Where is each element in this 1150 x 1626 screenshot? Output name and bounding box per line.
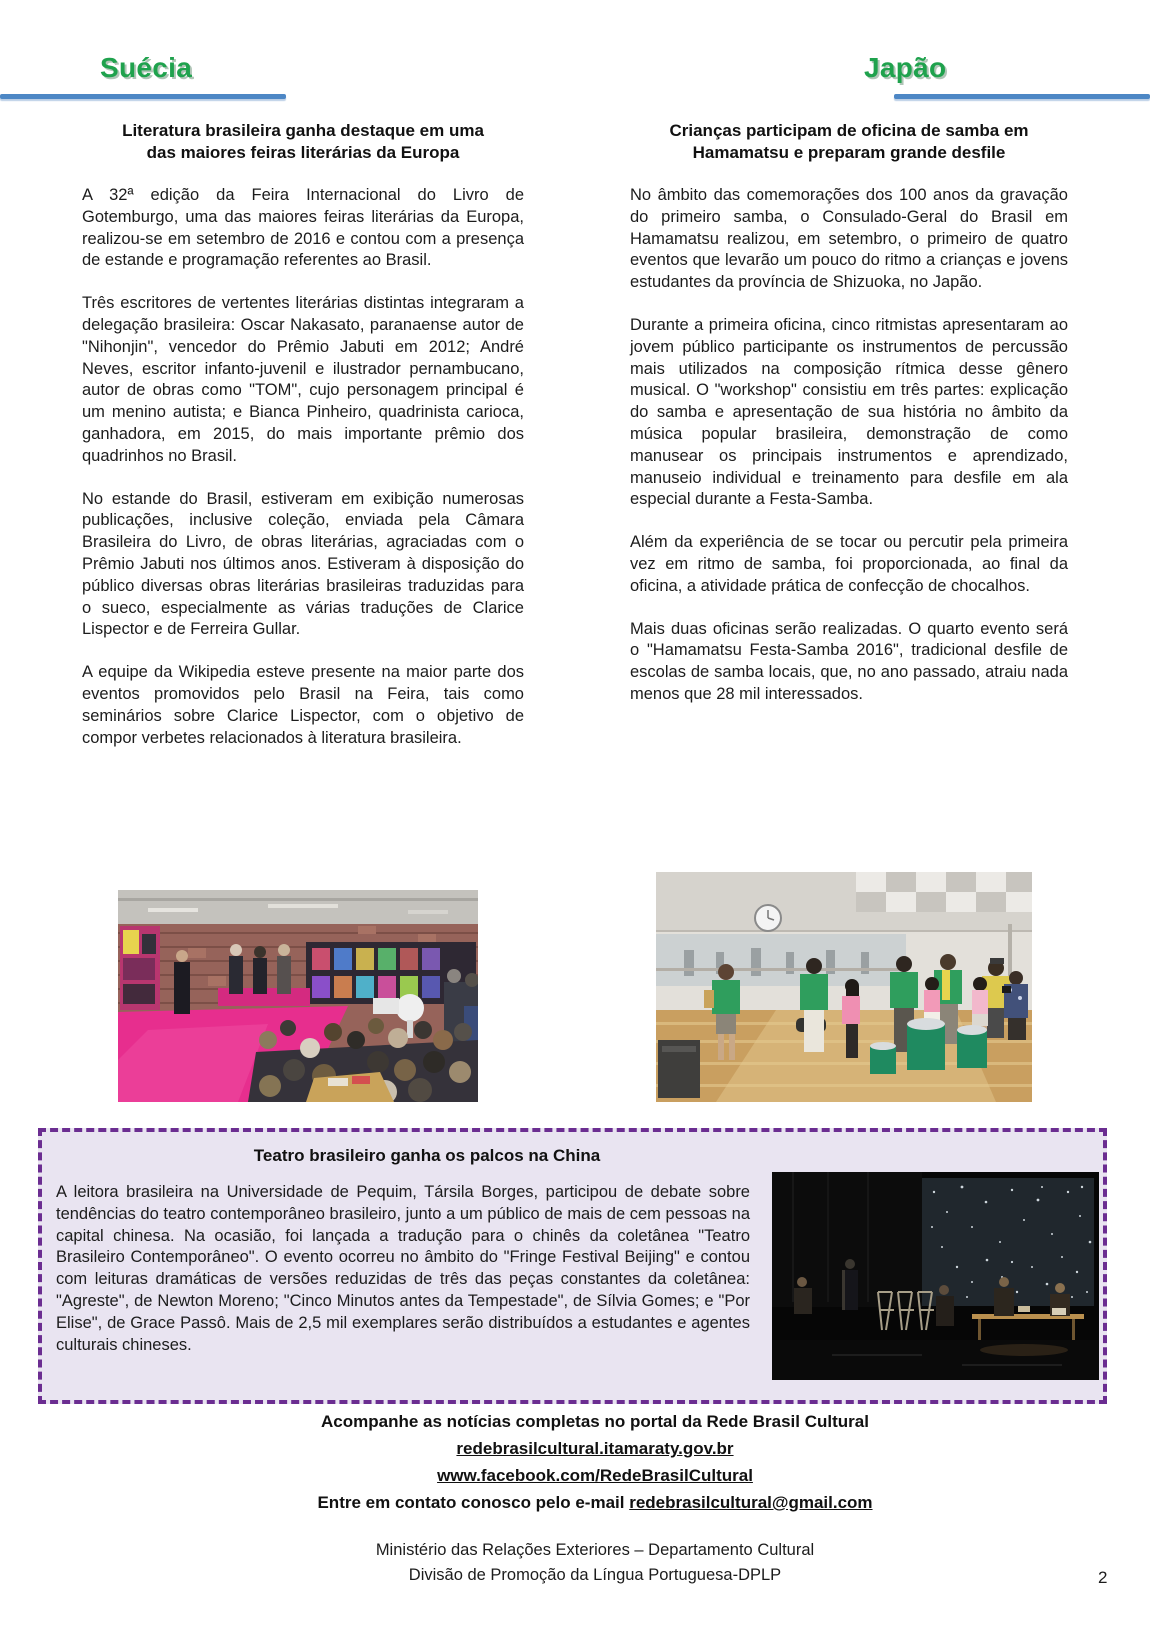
japan-article	[630, 185, 1068, 727]
ministry-line1: Ministério das Relações Exteriores – Departamento Cultural	[375, 1541, 815, 1559]
china-title: Teatro brasileiro ganha os palcos na China	[253, 1146, 601, 1165]
sweden-article	[82, 185, 524, 770]
japan-headline	[624, 120, 1074, 164]
section-header-japan: Japão	[864, 52, 947, 83]
sweden-paragraph-4: A equipe da Wikipedia esteve presente na maior parte dos eventos promovidos pelo Brasil na Feira, tais como seminários sobre Clarice Lispector, com o objetivo de compor verbetes relacionados à literatura brasileira.	[82, 663, 524, 747]
samba-workshop-photo	[656, 872, 1032, 1102]
sweden-headline-line1: Literatura brasileira ganha destaque em uma	[122, 121, 484, 140]
footer-follow-text: Acompanhe as notícias completas no portal da Rede Brasil Cultural	[321, 1412, 869, 1431]
ministry-line2: Divisão de Promoção da Língua Portuguesa-DPLP	[408, 1566, 782, 1584]
sweden-headline-line2: das maiores feiras literárias da Europa	[146, 143, 460, 162]
section-header-sweden: Suécia	[100, 52, 193, 83]
japan-underline-rule	[894, 94, 1150, 99]
theater-stage-photo	[772, 1172, 1099, 1380]
sweden-paragraph-3: No estande do Brasil, estiveram em exibição numerosas publicações, inclusive coleção, enviada pela Câmara Brasileira do Livro, de obras literárias, agraciadas com o Prêmio Jabuti nos últimos anos. Estiveram à disposição do público diversas obras literárias brasileiras traduzidas para o sueco, especialmente as várias traduções de Clarice Lispector e de Ferreira Gullar.	[82, 489, 524, 639]
china-section	[38, 1128, 1107, 1404]
japan-paragraph-1: No âmbito das comemorações dos 100 anos da gravação do primeiro samba, o Consulado-Geral do Brasil em Hamamatsu realizou, em setembro, o primeiro de quatro eventos que levarão um pouco do ritmo a crianças e jovens estudantes da província de Shizuoka, no Japão.	[630, 186, 1068, 292]
sweden-headline	[82, 120, 524, 164]
facebook-link[interactable]: www.facebook.com/RedeBrasilCultural	[437, 1466, 753, 1485]
japan-headline-line2: Hamamatsu e preparam grande desfile	[692, 143, 1006, 162]
sweden-paragraph-1: A 32ª edição da Feira Internacional do Livro de Gotemburgo, uma das maiores feiras literárias da Europa, realizou-se em setembro de 2016 e contou com a presença de estande e programação referentes ao Brasil.	[82, 186, 524, 270]
china-body: A leitora brasileira na Universidade de Pequim, Társila Borges, participou de debate sobre tendências do teatro contemporâneo brasileiro, junto a um público de mais de cem pessoas na capital chinesa. Na ocasião, foi lançada a tradução para o chinês da coletânea "Teatro Brasileiro Contemporâneo". O evento ocorreu no âmbito do "Fringe Festival Beijing" e contou com leituras dramáticas de versões reduzidas de três das peças constantes da coletânea: "Agreste", de Newton Moreno; "Cinco Minutos antes da Tempestade", de Sílvia Gomes; e "Por Elise", de Grace Passô. Mais de 2,5 mil exemplares serão distribuídos a estudantes e agentes culturais chineses.	[56, 1183, 750, 1354]
book-fair-photo	[118, 890, 478, 1102]
japan-headline-line1: Crianças participam de oficina de samba em	[669, 121, 1029, 140]
page-number: 2	[1098, 1568, 1108, 1587]
japan-paragraph-3: Além da experiência de se tocar ou percutir pela primeira vez em ritmo de samba, foi proporcionada, ao final da oficina, a atividade prática de confecção de chocalhos.	[630, 533, 1068, 595]
ministry-block	[40, 1538, 1150, 1588]
portal-link[interactable]: redebrasilcultural.itamaraty.gov.br	[456, 1439, 734, 1458]
japan-paragraph-4: Mais duas oficinas serão realizadas. O quarto evento será o "Hamamatsu Festa-Samba 2016", tradicional desfile de escolas de samba locais, que, no ano passado, atraiu nada menos que 28 mil interessados.	[630, 619, 1068, 703]
contact-text: Entre em contato conosco pelo e-mail	[317, 1493, 630, 1512]
sweden-paragraph-2: Três escritores de vertentes literárias distintas integraram a delegação brasileira: Oscar Nakasato, paranaense autor de "Nihonjin", vencedor do Prêmio Jabuti em 2012; André Neves, escritor infanto-juvenil e ilustrador pernambucano, autor de obras como "TOM", cujo personagem principal é um menino autista; e Bianca Pinheiro, quadrinista carioca, ganhadora, em 2015, do mais importante prêmio dos quadrinhos no Brasil.	[82, 294, 524, 465]
email-link[interactable]: redebrasilcultural@gmail.com	[629, 1493, 873, 1512]
sweden-underline-rule	[0, 94, 286, 99]
footer	[40, 1408, 1150, 1516]
japan-paragraph-2: Durante a primeira oficina, cinco ritmistas apresentaram ao jovem público participante os instrumentos de percussão mais utilizados na composição rítmica desse gênero musical. O "workshop" consistiu em três partes: explicação do samba e apresentação de sua história no âmbito da música popular brasileira, demonstração de como manusear os principais instrumentos e aprendizado, manuseio individual e treinamento para desfile em ala especial durante a Festa-Samba.	[630, 315, 1068, 509]
